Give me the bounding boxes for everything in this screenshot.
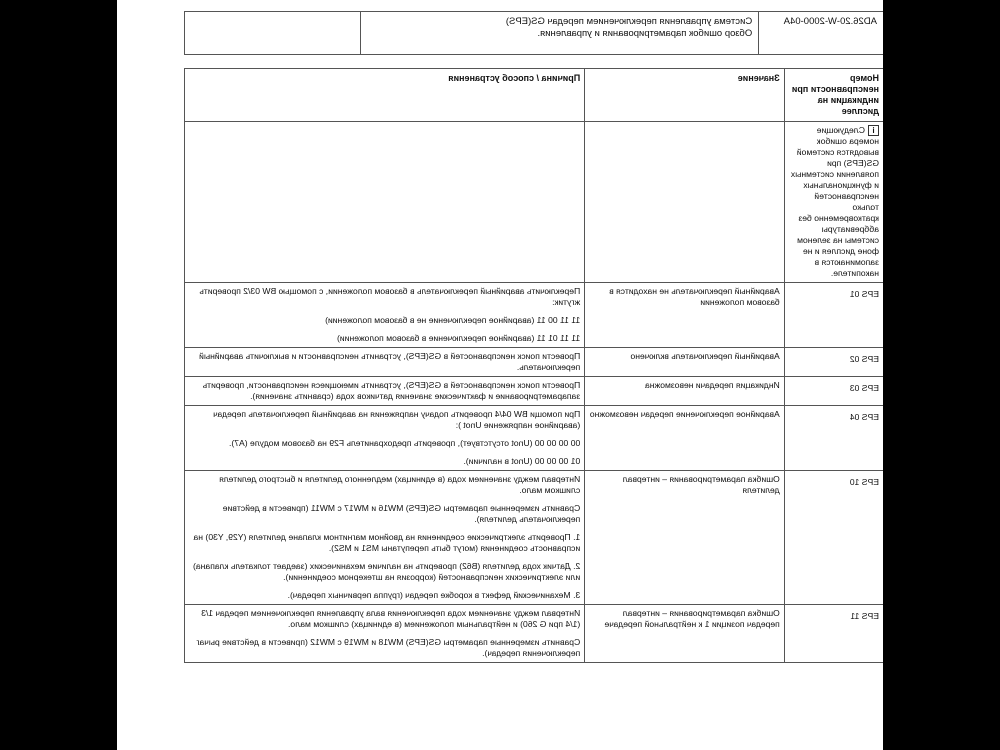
- document-header: [184, 11, 883, 55]
- doc-code: AD26.20-W-2000-04A: [759, 12, 883, 55]
- error-code: EPS 02: [784, 348, 883, 377]
- error-cause: [185, 406, 585, 471]
- error-code: EPS 11: [784, 605, 883, 663]
- error-code: EPS 04: [784, 406, 883, 471]
- error-cause: [185, 283, 585, 348]
- table-row: [185, 283, 884, 348]
- header-empty-cell: [185, 12, 361, 55]
- error-cause: [185, 471, 585, 605]
- cause-paragraph: Переключить аварийный переключатель в базовом положении, с помощью BW 03/2 проверить жгутик:: [199, 286, 581, 307]
- cause-paragraph: 3. Механический дефект в коробке передач (группа первичных передач).: [287, 590, 581, 600]
- col-header-meaning: Значение: [585, 69, 785, 122]
- col-header-cause: Причина / способ устранения: [185, 69, 585, 122]
- error-cause: [185, 377, 585, 406]
- error-code: EPS 03: [784, 377, 883, 406]
- cause-paragraph: Интервал между значением хода переключения вала управления переключением передач 1/3 (1/4 при G 260) и нейтральным положением (в единицах) слишком мало.: [201, 608, 581, 629]
- cause-paragraph: Провести поиск неисправностей в GS(EPS), устранить неисправности и выключить аварийный переключатель.: [199, 351, 581, 372]
- error-meaning: Аварийный переключатель включено: [585, 348, 785, 377]
- table-row-note: [185, 122, 884, 283]
- table-row: [185, 377, 884, 406]
- table-header-row: [185, 69, 884, 122]
- error-meaning: Индикация передачи невозможна: [585, 377, 785, 406]
- cause-paragraph: Сравнить измеренные параметры GS(EPS) MW18 и MW19 с MW12 (привести в действие рычаг переключения передач).: [196, 637, 581, 658]
- cause-paragraph: Сравнить измеренные параметры GS(EPS) MW16 и MW17 с MW11 (привести в действие переключатель делителя).: [222, 503, 581, 524]
- error-cause: [185, 605, 585, 663]
- doc-title-line2: Обзор ошибок параметрирования и управления.: [537, 28, 753, 39]
- doc-title-line1: Система управления переключением передач GS(EPS): [505, 16, 753, 27]
- error-table: [184, 68, 883, 663]
- note-cell: [784, 122, 883, 283]
- cause-paragraph: 1. Проверить электрические соединения на двойном магнитном клапане делителя (Y29, Y30) на исправность соединения (могут быть перепутаны MS1 и MS2).: [193, 532, 581, 553]
- cause-paragraph: 2. Датчик хода делителя (B62) проверить на наличие механических (заедает толкатель клапана) или электрических неисправностей (коррозия на штекерном соединении).: [193, 561, 581, 582]
- cause-paragraph: 11 11 00 11 (аварийное переключение не в базовом положении): [325, 315, 581, 325]
- doc-title: [360, 12, 759, 55]
- mirrored-document: [117, 0, 883, 750]
- table-row: [185, 406, 884, 471]
- cause-paragraph: При помощи BW 04/4 проверить подачу напряжения на аварийный переключатель передач (аварийное напряжение Unot ):: [213, 409, 581, 430]
- info-icon: i: [868, 125, 879, 136]
- table-row: [185, 605, 884, 663]
- note-empty-cause: [185, 122, 585, 283]
- cause-paragraph: 00 00 00 00 (Unot отсутствует), проверить предохранитель F29 на базовом модуле (A7).: [229, 438, 581, 448]
- error-meaning: Ошибка параметрирования – интервал передач позиции 1 к нейтральной передаче: [585, 605, 785, 663]
- cause-paragraph: Провести поиск неисправностей в GS(EPS), устранить имеющиеся неисправности, проверить запараметрирование и фактические значения датчиков хода (сравнить значения).: [202, 380, 581, 401]
- table-row: [185, 471, 884, 605]
- cause-paragraph: 01 00 00 00 (Unot в наличии).: [463, 456, 581, 466]
- cause-paragraph: 11 11 01 11 (аварийное переключение в базовом положении): [337, 333, 581, 343]
- error-code: EPS 10: [784, 471, 883, 605]
- document-page: [117, 0, 883, 750]
- col-header-code: Номер неисправности при индикации на дисплее: [784, 69, 883, 122]
- note-text: Следующие номера ошибок выводятся системой GS(EPS) при появлении системных и функциональных неисправностей только кратковременно без аббревиатуры системы на зеленом фоне дисплея и не запоминаются в накопителе.: [790, 125, 879, 278]
- cause-paragraph: Интервал между значением хода (в единицах) медленного делителя и быстрого делителя слишком мало.: [219, 474, 581, 495]
- table-row: [185, 348, 884, 377]
- error-cause: [185, 348, 585, 377]
- error-code: EPS 01: [784, 283, 883, 348]
- error-meaning: Аварийное переключение передач невозможно: [585, 406, 785, 471]
- error-meaning: Аварийный переключатель не находится в базовом положении: [585, 283, 785, 348]
- error-meaning: Ошибка параметрирования – интервал делителя: [585, 471, 785, 605]
- note-empty-meaning: [585, 122, 785, 283]
